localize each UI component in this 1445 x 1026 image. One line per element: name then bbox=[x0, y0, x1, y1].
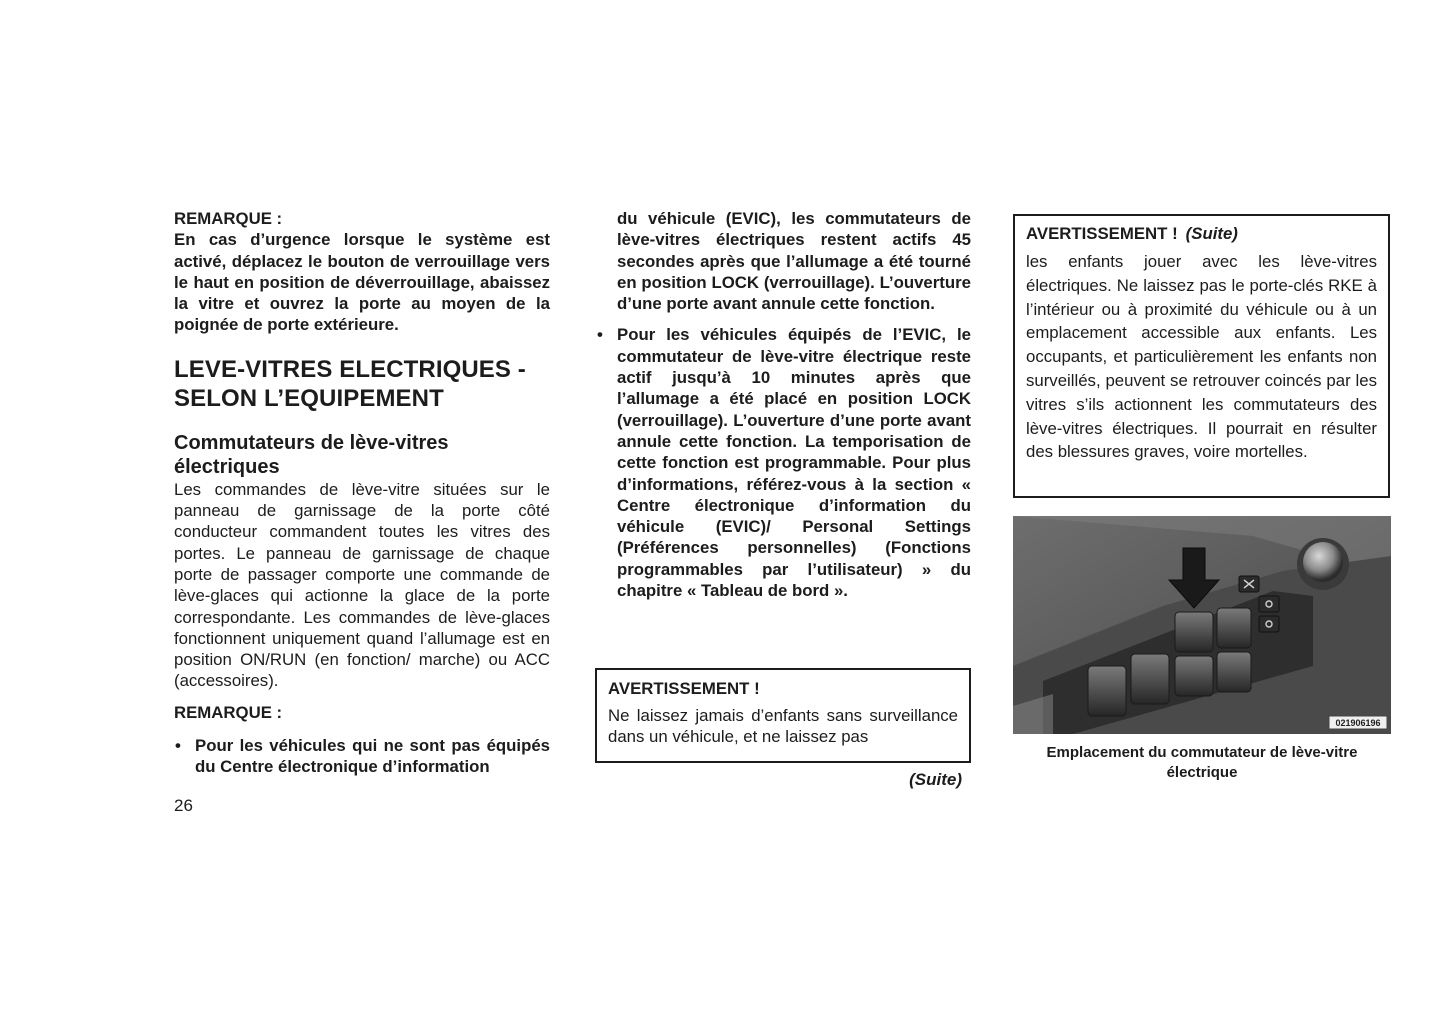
remark-label-2: REMARQUE : bbox=[174, 702, 283, 722]
window-switch-description: Les commandes de lève-vitre situées sur le panneau de garnissage de la porte côté conducteur commandent toutes les vitres des portes. Le panneau de garnissage de chaque porte de passager comporte une commande de lève-glaces qui actionne la glace de la porte correspondante. Les commandes de lève-glaces fonctionnent uniquement quand l’allumage est en position ON/RUN (en fonction/ marche) ou ACC (accessoires). bbox=[174, 479, 550, 691]
subsection-heading-line1: Commutateurs de lève-vitres bbox=[174, 431, 449, 454]
warning-title-continued bbox=[1026, 223, 1377, 244]
figure-caption bbox=[1013, 743, 1391, 783]
warning-title: AVERTISSEMENT ! bbox=[608, 679, 760, 698]
section-heading-line2: SELON L’EQUIPEMENT bbox=[174, 384, 444, 412]
figure-code: 021906196 bbox=[1335, 718, 1381, 728]
warning-text: Ne laissez jamais d’enfants sans surveillance dans un véhicule, et ne laissez pas bbox=[608, 706, 958, 747]
continued-label: (Suite) bbox=[909, 770, 962, 789]
bullet-item-evic bbox=[596, 324, 971, 601]
warning-box bbox=[595, 668, 971, 763]
subsection-heading-line2: électriques bbox=[174, 455, 280, 478]
bullet-continuation-text: du véhicule (EVIC), les commutateurs de lève-vitres électriques restent actifs 45 secondes après que l’allumage a été tourné en position LOCK (verrouillage). L’ouverture d’une porte avant annule cette fonction. bbox=[617, 209, 971, 314]
page-number: 26 bbox=[174, 796, 193, 815]
left-column bbox=[174, 208, 550, 778]
subsection-heading bbox=[174, 431, 550, 479]
emergency-remark-text: En cas d’urgence lorsque le système est activé, déplacez le bouton de verrouillage vers le haut en position de déverrouillage, abaissez la vitre et ouvrez la porte au moyen de la poignée de porte extérieure. bbox=[174, 230, 550, 335]
section-heading bbox=[174, 355, 550, 413]
section-heading-line1: LEVE-VITRES ELECTRIQUES - bbox=[174, 355, 526, 383]
bullet-item bbox=[174, 735, 550, 778]
middle-column bbox=[596, 208, 971, 601]
bullet-continuation bbox=[596, 208, 971, 314]
remark-label: REMARQUE : bbox=[174, 209, 283, 228]
bullet-marker: • bbox=[597, 325, 603, 345]
warning-continued-text: les enfants jouer avec les lève-vitres électriques. Ne laissez pas le porte-clés RKE à l’intérieur ou à proximité du véhicule ou à un emplacement accessible aux enfants. Les occupants, et particulièrement les enfants non surveillés, peuvent se retrouver coincés par les vitres s’ils actionnent les commutateurs des lève-vitres électriques. Il pourrait en résulter des blessures graves, voire mortelles. bbox=[1026, 252, 1377, 462]
bullet-evic-text: Pour les véhicules équipés de l’EVIC, le commutateur de lève-vitre électrique reste actif jusqu’à 10 minutes après que l’allumage a été placé en position LOCK (verrouillage). L’ouverture d’une porte avant annule cette fonction. La temporisation de cette fonction est programmable. Pour plus d’informations, référez-vous à la section « Centre électronique d’information du véhicule (EVIC)/ Personal Settings (Préférences personnelles) (Fonctions programmables par l’utilisateur) » du chapitre « Tableau de bord ». bbox=[617, 325, 971, 601]
bullet-text: Pour les véhicules qui ne sont pas équipés du Centre électronique d’information bbox=[195, 736, 550, 777]
figure-caption-line2: électrique bbox=[1166, 764, 1238, 781]
window-switch-photo bbox=[1013, 516, 1391, 734]
warning-suite-label: (Suite) bbox=[1185, 224, 1238, 243]
figure-caption-line1: Emplacement du commutateur de lève-vitre bbox=[1046, 744, 1358, 761]
bullet-marker: • bbox=[175, 736, 181, 756]
warning-box-continued bbox=[1013, 214, 1390, 498]
warning-title-text: AVERTISSEMENT ! bbox=[1026, 224, 1178, 243]
